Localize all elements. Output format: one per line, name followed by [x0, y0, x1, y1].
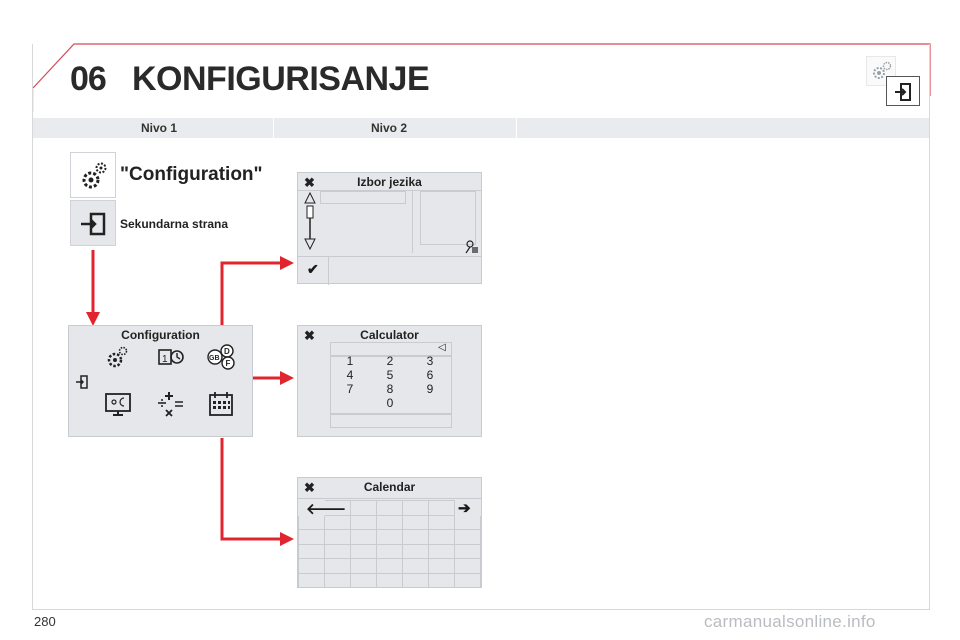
calendar-cell[interactable]: [377, 559, 403, 574]
svg-text:GB: GB: [209, 355, 220, 362]
calculator-panel-title: Calculator: [360, 328, 419, 342]
scroll-bar[interactable]: [302, 191, 318, 251]
calendar-icon[interactable]: [207, 390, 235, 423]
configuration-menu-panel: [68, 325, 253, 437]
key-button[interactable]: [330, 396, 370, 410]
preview-box: [420, 191, 476, 245]
calendar-cell[interactable]: [455, 544, 481, 559]
calendar-cell[interactable]: [403, 544, 429, 559]
svg-text:F: F: [225, 359, 231, 368]
backspace-icon[interactable]: ◁: [438, 342, 446, 353]
calendar-cell[interactable]: [429, 501, 455, 516]
calendar-cell: [299, 501, 325, 516]
svg-text:D: D: [224, 347, 230, 356]
next-month-arrow-icon[interactable]: ➔: [458, 500, 471, 517]
calendar-cell[interactable]: [455, 573, 481, 588]
settings-gear-icon[interactable]: [103, 344, 131, 377]
language-panel-title: Izbor jezika: [357, 175, 422, 189]
secondary-page-label: Sekundarna strana: [120, 217, 229, 231]
key-button[interactable]: [410, 396, 450, 410]
key-button[interactable]: 5: [386, 368, 394, 382]
key-button[interactable]: 4: [346, 368, 354, 382]
back-exit-icon[interactable]: [75, 374, 89, 395]
key-button[interactable]: 3: [426, 354, 434, 368]
calendar-cell[interactable]: [325, 544, 351, 559]
chapter-number: 06: [70, 60, 106, 98]
calendar-cell[interactable]: [403, 501, 429, 516]
calendar-cell[interactable]: [403, 573, 429, 588]
calendar-cell[interactable]: [351, 544, 377, 559]
key-button[interactable]: 8: [386, 382, 394, 396]
watermark: carmanualsonline.info: [704, 612, 876, 631]
previous-month-arrow-icon[interactable]: 🡐: [306, 501, 347, 518]
divider: [412, 191, 413, 253]
calendar-cell[interactable]: [377, 573, 403, 588]
calendar-cell[interactable]: [351, 530, 377, 545]
calendar-cell[interactable]: [299, 530, 325, 545]
result-line: [330, 414, 452, 428]
calculator-keypad: [330, 354, 450, 410]
level-1-label: Nivo 1: [141, 121, 178, 135]
key-button[interactable]: 2: [386, 354, 394, 368]
key-button[interactable]: 0: [386, 396, 394, 410]
calendar-cell[interactable]: [403, 530, 429, 545]
calendar-cell[interactable]: [325, 501, 351, 516]
calendar-cell[interactable]: [429, 515, 455, 530]
voice-recognition-icon: [464, 239, 480, 255]
calendar-cell[interactable]: [455, 559, 481, 574]
calendar-cell[interactable]: [351, 515, 377, 530]
calendar-cell[interactable]: [403, 559, 429, 574]
close-icon[interactable]: ✖: [304, 175, 315, 190]
close-icon[interactable]: ✖: [304, 480, 315, 495]
divider: [328, 257, 329, 285]
calendar-cell[interactable]: [377, 544, 403, 559]
page-number: 280: [34, 614, 56, 629]
calendar-cell[interactable]: [299, 573, 325, 588]
calendar-cell[interactable]: [325, 559, 351, 574]
calendar-cell[interactable]: [351, 573, 377, 588]
calendar-cell[interactable]: [455, 515, 481, 530]
language-selection-panel: [297, 172, 482, 284]
calendar-cell[interactable]: [429, 559, 455, 574]
key-button[interactable]: 6: [426, 368, 434, 382]
calendar-cell[interactable]: [325, 530, 351, 545]
key-button[interactable]: 7: [346, 382, 354, 396]
calendar-cell[interactable]: [299, 559, 325, 574]
level-2-label: Nivo 2: [371, 121, 408, 135]
calendar-panel-title: Calendar: [363, 480, 416, 494]
configuration-heading: "Configuration": [120, 164, 263, 185]
close-icon[interactable]: ✖: [304, 328, 315, 343]
calendar-cell[interactable]: [429, 573, 455, 588]
divider: [298, 256, 481, 257]
calendar-cell[interactable]: [377, 530, 403, 545]
calendar-cell[interactable]: [403, 515, 429, 530]
calendar-cell: [455, 501, 481, 516]
calendar-cell[interactable]: [351, 559, 377, 574]
calendar-cell[interactable]: [325, 515, 351, 530]
calendar-cell[interactable]: [377, 515, 403, 530]
calendar-cell[interactable]: [351, 501, 377, 516]
language-selection-icon[interactable]: [205, 344, 239, 377]
calendar-grid: [298, 500, 481, 588]
configuration-panel-title: Configuration: [121, 328, 200, 342]
date-time-icon[interactable]: [157, 346, 187, 375]
list-item-highlight[interactable]: [320, 191, 406, 204]
key-button[interactable]: 1: [346, 354, 354, 368]
calendar-cell[interactable]: [455, 530, 481, 545]
calendar-cell[interactable]: [429, 544, 455, 559]
confirm-check-icon[interactable]: ✔: [307, 261, 319, 277]
display-brightness-icon[interactable]: [103, 392, 133, 423]
calendar-cell[interactable]: [377, 501, 403, 516]
key-button[interactable]: 9: [426, 382, 434, 396]
chapter-title: KONFIGURISANJE: [132, 60, 430, 98]
calculator-icon[interactable]: [155, 390, 187, 423]
calendar-cell[interactable]: [299, 544, 325, 559]
calendar-cell[interactable]: [325, 573, 351, 588]
calendar-cell[interactable]: [299, 515, 325, 530]
calendar-cell[interactable]: [429, 530, 455, 545]
svg-text:1: 1: [162, 354, 168, 365]
